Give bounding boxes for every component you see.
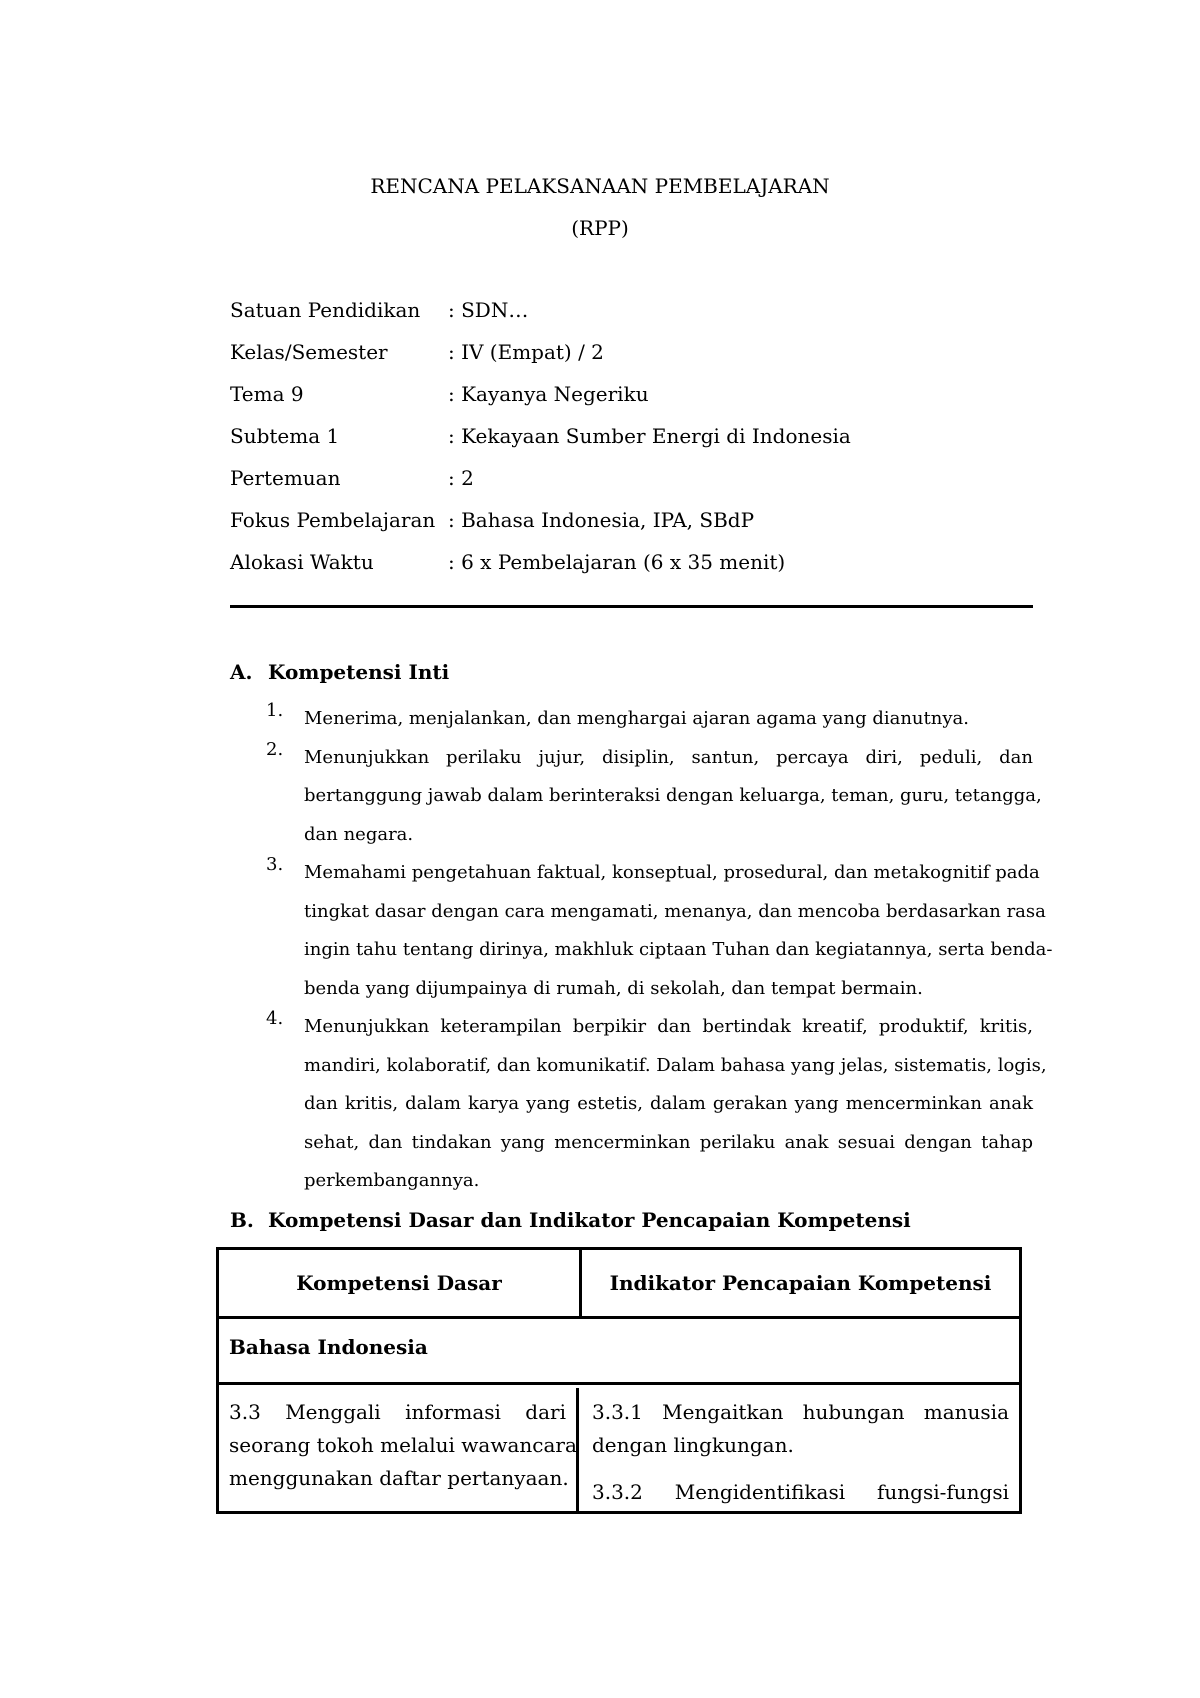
document-subtitle: (RPP) bbox=[571, 216, 629, 240]
list-item-line: dan negara. bbox=[304, 823, 414, 845]
identity-label: Tema 9 bbox=[230, 382, 304, 406]
list-item bbox=[266, 854, 1053, 1008]
section-letter: A. bbox=[230, 660, 253, 684]
kompetensi-dasar-table bbox=[216, 1247, 1022, 1514]
list-item-line: Memahami pengetahuan faktual, konseptual, prosedural, dan metakognitif pada bbox=[304, 862, 1040, 883]
identity-value: : Kekayaan Sumber Energi di Indonesia bbox=[448, 424, 851, 448]
list-number: 2. bbox=[266, 738, 284, 760]
section-title: Kompetensi Dasar dan Indikator Pencapaian Kompetensi bbox=[268, 1208, 911, 1232]
identity-value: : IV (Empat) / 2 bbox=[448, 340, 604, 364]
table-cell-indikator bbox=[582, 1388, 1019, 1511]
cell-line: 3.3.1 Mengaitkan hubungan manusia bbox=[592, 1400, 1009, 1424]
section-title: Kompetensi Inti bbox=[268, 660, 450, 684]
identity-label: Pertemuan bbox=[230, 466, 341, 490]
list-item-line: tingkat dasar dengan cara mengamati, menanya, dan mencoba berdasarkan rasa bbox=[304, 900, 1046, 922]
cell-line: dengan lingkungan. bbox=[592, 1433, 794, 1457]
cell-line: 3.3 Menggali informasi dari bbox=[229, 1400, 566, 1424]
cell-line: menggunakan daftar pertanyaan. bbox=[229, 1466, 569, 1490]
list-item bbox=[266, 700, 1033, 739]
list-number: 4. bbox=[266, 1008, 284, 1029]
identity-value: : 6 x Pembelajaran (6 x 35 menit) bbox=[448, 550, 786, 574]
identity-label: Kelas/Semester bbox=[230, 340, 388, 364]
document-title: RENCANA PELAKSANAAN PEMBELAJARAN bbox=[370, 174, 830, 198]
list-item-line: Menunjukkan perilaku jujur, disiplin, santun, percaya diri, peduli, dan bbox=[304, 746, 1033, 768]
identity-label: Alokasi Waktu bbox=[230, 550, 374, 574]
list-item bbox=[266, 1008, 1047, 1201]
cell-line: seorang tokoh melalui wawancara bbox=[229, 1433, 577, 1457]
header-divider bbox=[230, 605, 1033, 608]
section-b-heading bbox=[230, 1208, 911, 1232]
cell-line: 3.3.2 Mengidentifikasi fungsi-fungsi bbox=[592, 1480, 1009, 1504]
list-item-line: benda yang dijumpainya di rumah, di sekolah, dan tempat bermain. bbox=[304, 977, 923, 999]
list-item-line: dan kritis, dalam karya yang estetis, dalam gerakan yang mencerminkan anak bbox=[304, 1093, 1033, 1114]
identity-value: : SDN… bbox=[448, 298, 529, 322]
kompetensi-inti-list bbox=[266, 700, 1053, 1201]
list-item-line: Menunjukkan keterampilan berpikir dan bertindak kreatif, produktif, kritis, bbox=[304, 1016, 1033, 1037]
table-subject-row: Bahasa Indonesia bbox=[219, 1319, 1019, 1385]
table-cell-kompetensi-dasar bbox=[219, 1388, 579, 1511]
list-item-line: sehat, dan tindakan yang mencerminkan perilaku anak sesuai dengan tahap bbox=[304, 1131, 1033, 1153]
identity-value: : 2 bbox=[448, 466, 474, 490]
list-item bbox=[266, 738, 1042, 855]
list-item-line: Menerima, menjalankan, dan menghargai ajaran agama yang dianutnya. bbox=[304, 708, 969, 729]
list-number: 1. bbox=[266, 700, 284, 721]
identity-label: Satuan Pendidikan bbox=[230, 298, 421, 322]
table-header-row bbox=[219, 1250, 1019, 1319]
identity-value: : Kayanya Negeriku bbox=[448, 382, 649, 406]
table-header-indikator: Indikator Pencapaian Kompetensi bbox=[609, 1271, 992, 1295]
identity-value: : Bahasa Indonesia, IPA, SBdP bbox=[448, 508, 755, 532]
list-item-line: mandiri, kolaboratif, dan komunikatif. Dalam bahasa yang jelas, sistematis, logis, bbox=[304, 1054, 1047, 1076]
identity-label: Fokus Pembelajaran bbox=[230, 508, 436, 532]
spacer bbox=[592, 1462, 1009, 1476]
list-item-line: perkembangannya. bbox=[304, 1170, 480, 1191]
section-a-heading bbox=[230, 660, 449, 684]
table-header-kompetensi-dasar: Kompetensi Dasar bbox=[219, 1250, 582, 1316]
section-letter: B. bbox=[230, 1208, 254, 1232]
list-item-line: ingin tahu tentang dirinya, makhluk ciptaan Tuhan dan kegiatannya, serta benda- bbox=[304, 939, 1053, 960]
list-item-line: bertanggung jawab dalam berinteraksi dengan keluarga, teman, guru, tetangga, bbox=[304, 785, 1042, 806]
list-number: 3. bbox=[266, 854, 284, 875]
identity-label: Subtema 1 bbox=[230, 424, 340, 448]
